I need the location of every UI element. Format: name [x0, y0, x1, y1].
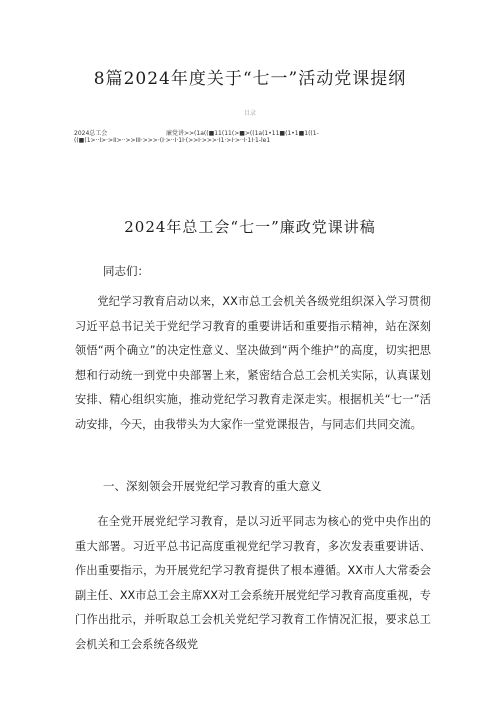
section-title: 2024年总工会“七一”廉政党课讲稿: [124, 218, 376, 236]
section-heading: 一、深刻领会开展党纪学习教育的重大意义: [103, 479, 322, 493]
salutation: 同志们：: [103, 264, 149, 278]
toc-item[interactable]: [74, 128, 454, 137]
document-title: 8篇2024年度关于“七一”活动党课提纲: [93, 69, 407, 89]
body-paragraph: 党纪学习教育启动以来，XX市总工会机关各级党组织深入学习贯彻习近平总书记关于党纪学习教育的重要讲话和重要指示精神，站在深刻领悟“两个确立”的决定性意义、坚决做到“两个维护”的高度，切实把思想和行动统一到党中央部署上来，紧密结合总工会机关实际，认真谋划安排、精心组织实施，推动党纪学习教育走深走实。根据机关“七一”活动安排，今天，由我带头为大家作一堂党课报告，与同志们共同交流。: [75, 295, 431, 431]
toc-continuation: ((■(1>··I>·>II>··>>III·>>>·(I·>··I·1I·(>>I·>>>·I1·>I·>··I·1I·1-le1: [74, 137, 271, 144]
toc-label: 目录: [243, 110, 256, 117]
toc-item-title: 2024总工会: [74, 130, 108, 137]
body-paragraph: 在全党开展党纪学习教育，是以习近平同志为核心的党中央作出的重大部署。习近平总书记高度重视党纪学习教育，多次发表重要讲话、作出重要指示，为开展党纪学习教育提供了根本遵循。XX市人大常委会副主任、XX市总工会主席XX对工会系统开展党纪学习教育高度重视，专门作出批示，并听取总工会机关党纪学习教育工作情况汇报，要求总工会机关和工会系统各级党: [75, 515, 431, 651]
toc-item-leader: 廉党讲>>(1a((■11(11(>■>((1a(1•11■(1•1■1((1-: [166, 130, 319, 137]
